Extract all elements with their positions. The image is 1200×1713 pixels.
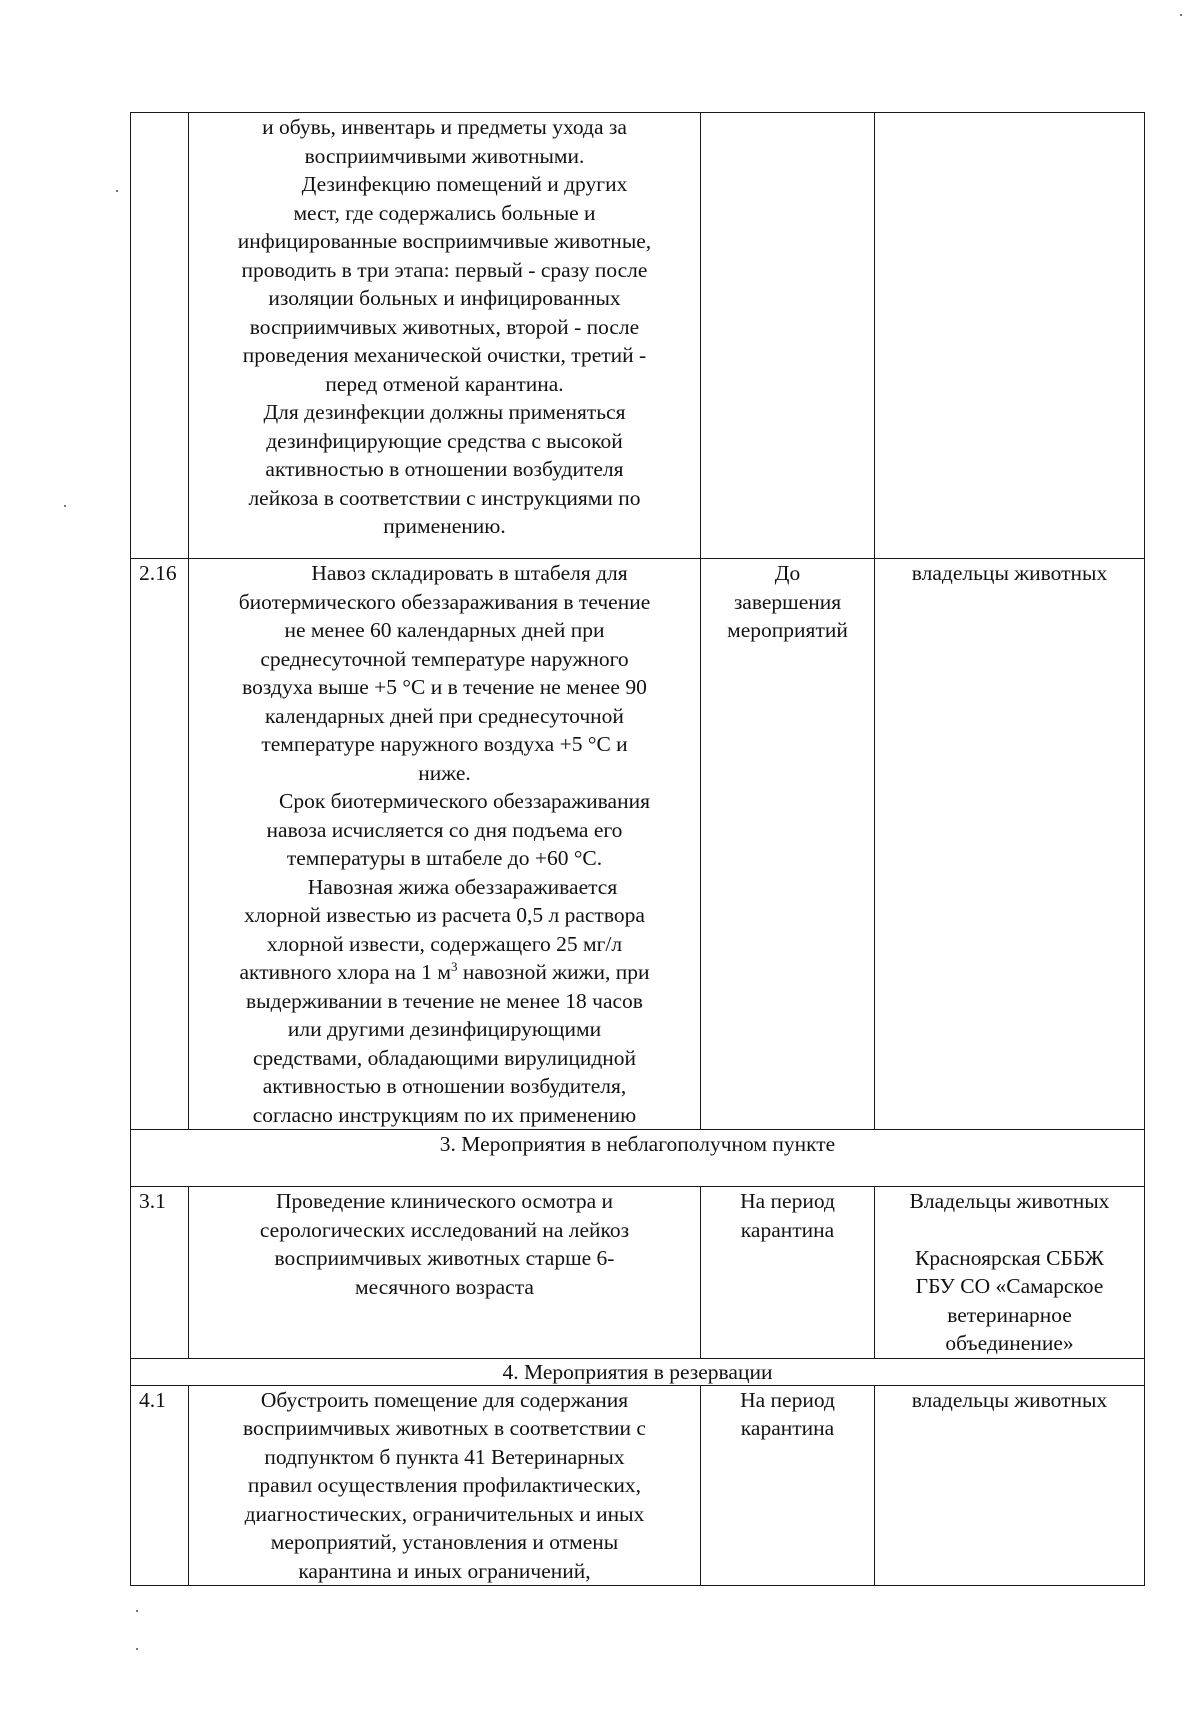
text-line: среднесуточной температуре наружного xyxy=(260,646,629,671)
text-line: хлорной известью из расчета 0,5 л раствора xyxy=(244,903,645,927)
text-line: лейкоза в соответствии с инструкциями по xyxy=(248,485,641,510)
term-cell xyxy=(701,1385,875,1586)
text-line: На период xyxy=(740,1387,835,1412)
text-line: проводить в три этапа: первый - сразу после xyxy=(241,257,648,282)
measure-text-cell xyxy=(189,1187,701,1359)
text-line: мест, где содержались больные и xyxy=(293,200,596,225)
text-line: карантина xyxy=(740,1416,835,1440)
text-line: хлорной извести, содержащего 25 мг/л xyxy=(266,931,623,956)
scan-speck xyxy=(64,505,66,507)
text-line: температуры в штабеле до +60 °С. xyxy=(286,846,603,870)
text-line: ниже. xyxy=(418,760,471,785)
text-line: проведения механической очистки, третий - xyxy=(242,343,647,367)
text-line: карантина xyxy=(740,1217,835,1242)
text-line: Навоз складировать в штабеля для xyxy=(311,561,628,585)
table-row-continuation xyxy=(131,113,1145,559)
text-line: применению. xyxy=(383,514,506,538)
text-line: календарных дней при среднесуточной xyxy=(265,703,624,728)
text-line: воздуха выше +5 °С и в течение не менее 90 xyxy=(242,675,647,699)
text-fragment: активного хлора на 1 м xyxy=(239,960,451,984)
text-line: Красноярская СББЖ xyxy=(915,1245,1104,1270)
spacer xyxy=(879,1216,1140,1244)
text-line: Дезинфекцию помещений и других xyxy=(301,172,628,196)
text-line: правил осуществления профилактических, xyxy=(247,1473,642,1497)
table-row-2-16 xyxy=(131,559,1145,1130)
text-line: активностью в отношении возбудителя, xyxy=(262,1074,627,1098)
text-line: или другими дезинфицирующими xyxy=(287,1017,602,1041)
text-line: Для дезинфекции должны применяться xyxy=(263,400,626,424)
text-line: биотермического обеззараживания в течение xyxy=(238,589,651,614)
superscript: 3 xyxy=(450,958,458,974)
term-cell xyxy=(701,559,875,1130)
text-line: перед отменой карантина. xyxy=(325,371,564,396)
text-line: навоза исчисляется со дня подъема его xyxy=(266,817,623,842)
measure-text-cell xyxy=(189,559,701,1130)
scan-speck xyxy=(1180,14,1182,16)
text-line: Обустроить помещение для содержания xyxy=(260,1387,629,1412)
text-line: ГБУ СО «Самарское xyxy=(915,1274,1104,1298)
measure-text-cell xyxy=(189,1385,701,1586)
scan-speck xyxy=(116,190,118,192)
text-line: месячного возраста xyxy=(355,1274,534,1299)
text-line: восприимчивых животных старше 6- xyxy=(274,1246,615,1270)
section-header-row-4 xyxy=(131,1358,1145,1385)
text-fragment: навозной жижи, при xyxy=(457,960,650,984)
table-row-3-1 xyxy=(131,1187,1145,1359)
text-line xyxy=(197,958,692,987)
term-cell xyxy=(701,113,875,559)
text-line: серологических исследований на лейкоз xyxy=(259,1217,630,1242)
text-line: восприимчивыми животными. xyxy=(304,143,585,168)
text-line: инфицированные восприимчивые животные, xyxy=(237,229,652,253)
text-line: выдерживании в течение не менее 18 часов xyxy=(246,988,643,1013)
text-line: мероприятий xyxy=(727,618,848,642)
text-line: карантина и иных ограничений, xyxy=(298,1558,591,1583)
item-number-cell: 4.1 xyxy=(131,1385,189,1586)
text-line: завершения xyxy=(733,589,842,614)
text-line: Проведение клинического осмотра и xyxy=(275,1189,614,1213)
text-line: Владельцы животных xyxy=(909,1189,1110,1213)
term-cell xyxy=(701,1187,875,1359)
section-header-row-3 xyxy=(131,1130,1145,1187)
text-line: восприимчивых животных в соответствии с xyxy=(243,1416,646,1440)
measure-text-cell xyxy=(189,113,701,559)
table-row-4-1 xyxy=(131,1385,1145,1586)
text-line: Навозная жижа обеззараживается xyxy=(307,874,618,899)
item-number-cell xyxy=(131,113,189,559)
responsible-cell: владельцы животных xyxy=(875,1385,1145,1586)
section-title: 4. Мероприятия в резервации xyxy=(131,1358,1145,1385)
text-line: ветеринарное xyxy=(947,1302,1072,1327)
measures-table xyxy=(130,112,1145,1586)
responsible-cell xyxy=(875,113,1145,559)
text-line: На период xyxy=(740,1189,835,1213)
responsible-cell xyxy=(875,1187,1145,1359)
text-line: средствами, обладающими вирулицидной xyxy=(252,1045,637,1070)
text-line: согласно инструкциям по их применению xyxy=(252,1102,637,1127)
text-line: восприимчивых животных, второй - после xyxy=(249,314,640,339)
text-line: температуре наружного воздуха +5 °С и xyxy=(261,732,628,756)
responsible-cell: владельцы животных xyxy=(875,559,1145,1130)
text-line: диагностических, ограничительных и иных xyxy=(244,1501,645,1526)
section-title: 3. Мероприятия в неблагополучном пункте xyxy=(131,1130,1145,1187)
text-line: Срок биотермического обеззараживания xyxy=(279,789,650,813)
scan-speck xyxy=(136,1648,138,1650)
item-number-cell: 2.16 xyxy=(131,559,189,1130)
text-line: дезинфицирующие средства с высокой xyxy=(266,428,623,453)
scan-speck xyxy=(136,1610,138,1612)
text-line: мероприятий, установления и отмены xyxy=(270,1530,619,1554)
text-line: изоляции больных и инфицированных xyxy=(268,286,621,310)
text-line: и обувь, инвентарь и предметы ухода за xyxy=(262,115,627,139)
text-line: не менее 60 календарных дней при xyxy=(284,618,605,642)
text-line: активностью в отношении возбудителя xyxy=(265,457,624,481)
text-line: подпунктом б пункта 41 Ветеринарных xyxy=(264,1444,625,1469)
item-number-cell: 3.1 xyxy=(131,1187,189,1359)
text-line: объединение» xyxy=(945,1331,1074,1355)
text-line: До xyxy=(774,561,801,585)
